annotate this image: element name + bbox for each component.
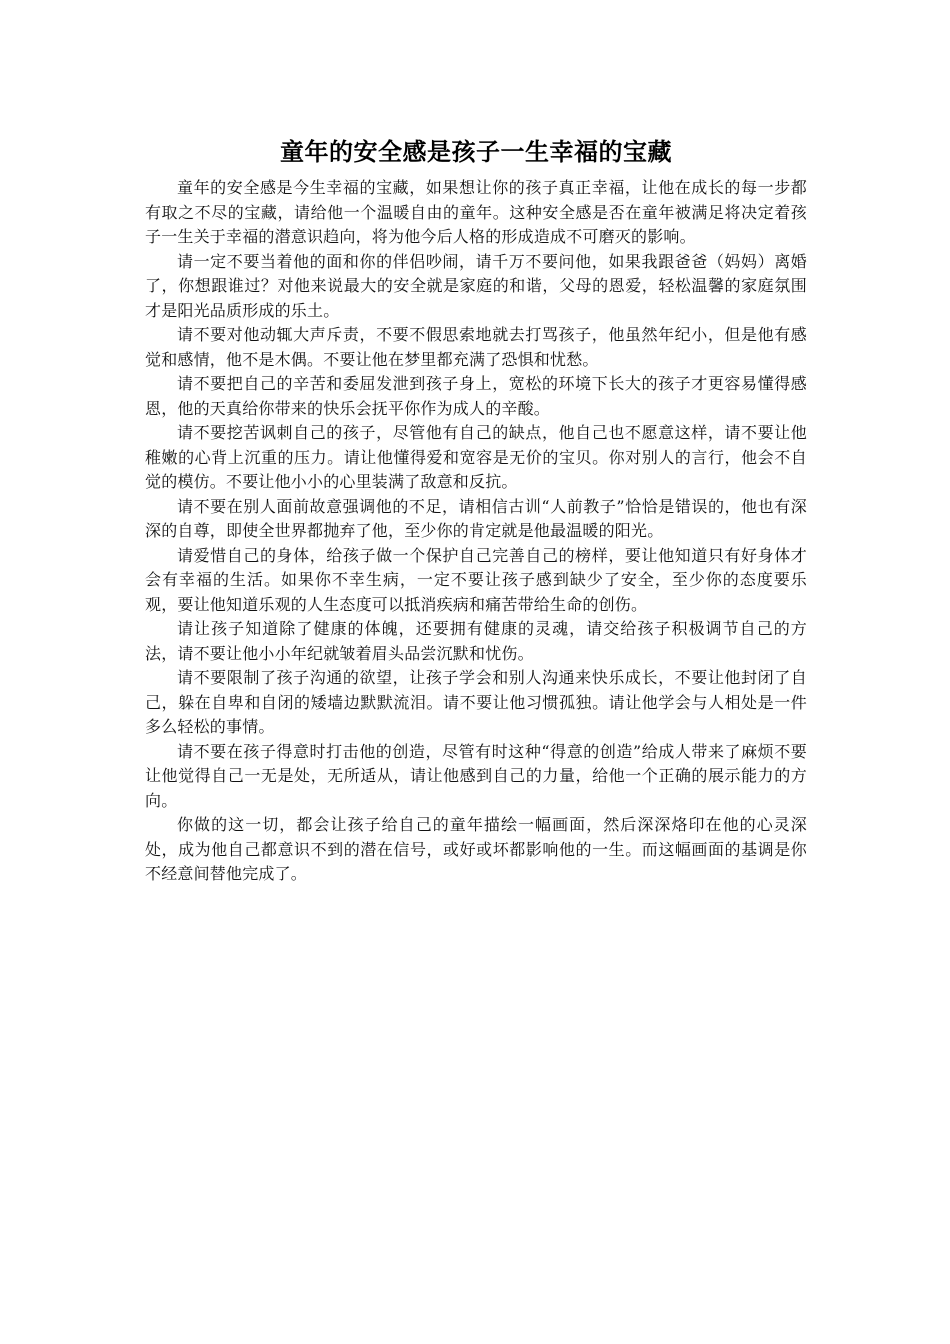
paragraph: 请爱惜自己的身体，给孩子做一个保护自己完善自己的榜样，要让他知道只有好身体才会有幸福的生活。如果你不幸生病，一定不要让孩子感到缺少了安全，至少你的态度要乐观，要让他知道乐观的人生态度可以抵消疾病和痛苦带给生命的创伤。 (145, 545, 807, 614)
paragraph: 你做的这一切，都会让孩子给自己的童年描绘一幅画面，然后深深烙印在他的心灵深处，成为他自己都意识不到的潜在信号，或好或坏都影响他的一生。而这幅画面的基调是你不经意间替他完成了。 (145, 815, 807, 883)
document-title: 童年的安全感是孩子一生幸福的宝藏 (280, 138, 672, 166)
paragraph: 请不要挖苦讽刺自己的孩子，尽管他有自己的缺点，他自己也不愿意这样，请不要让他稚嫩的心背上沉重的压力。请让他懂得爱和宽容是无价的宝贝。你对别人的言行，他会不自觉的模仿。不要让他小小的心里装满了敌意和反抗。 (145, 423, 807, 491)
paragraph: 请不要对他动辄大声斥责，不要不假思索地就去打骂孩子，他虽然年纪小，但是他有感觉和感情，他不是木偶。不要让他在梦里都充满了恐惧和忧愁。 (145, 325, 807, 369)
paragraph: 请不要在孩子得意时打击他的创造，尽管有时这种“得意的创造”给成人带来了麻烦不要让他觉得自己一无是处，无所适从，请让他感到自己的力量，给他一个正确的展示能力的方向。 (145, 741, 807, 810)
paragraph: 请一定不要当着他的面和你的伴侣吵闹，请千万不要问他，如果我跟爸爸（妈妈）离婚了，你想跟谁过？对他来说最大的安全就是家庭的和谐，父母的恩爱，轻松温馨的家庭氛围才是阳光品质形成的乐土。 (145, 251, 807, 320)
paragraph: 请不要在别人面前故意强调他的不足，请相信古训“人前教子”恰恰是错误的，他也有深深的自尊，即使全世界都抛弃了他，至少你的肯定就是他最温暖的阳光。 (145, 496, 807, 540)
paragraph: 请不要限制了孩子沟通的欲望，让孩子学会和别人沟通来快乐成长，不要让他封闭了自己，躲在自卑和自闭的矮墙边默默流泪。请不要让他习惯孤独。请让他学会与人相处是一件多么轻松的事情。 (145, 668, 807, 736)
paragraph: 请让孩子知道除了健康的体魄，还要拥有健康的灵魂，请交给孩子积极调节自己的方法，请不要让他小小年纪就皱着眉头品尝沉默和忧伤。 (145, 619, 807, 663)
document-body (145, 176, 807, 887)
paragraph: 请不要把自己的辛苦和委屈发泄到孩子身上，宽松的环境下长大的孩子才更容易懂得感恩，他的天真给你带来的快乐会抚平你作为成人的辛酸。 (145, 374, 807, 418)
paragraph: 童年的安全感是今生幸福的宝藏，如果想让你的孩子真正幸福，让他在成长的每一步都有取之不尽的宝藏，请给他一个温暖自由的童年。这种安全感是否在童年被满足将决定着孩子一生关于幸福的潜意识趋向，将为他今后人格的形成造成不可磨灭的影响。 (145, 178, 807, 246)
